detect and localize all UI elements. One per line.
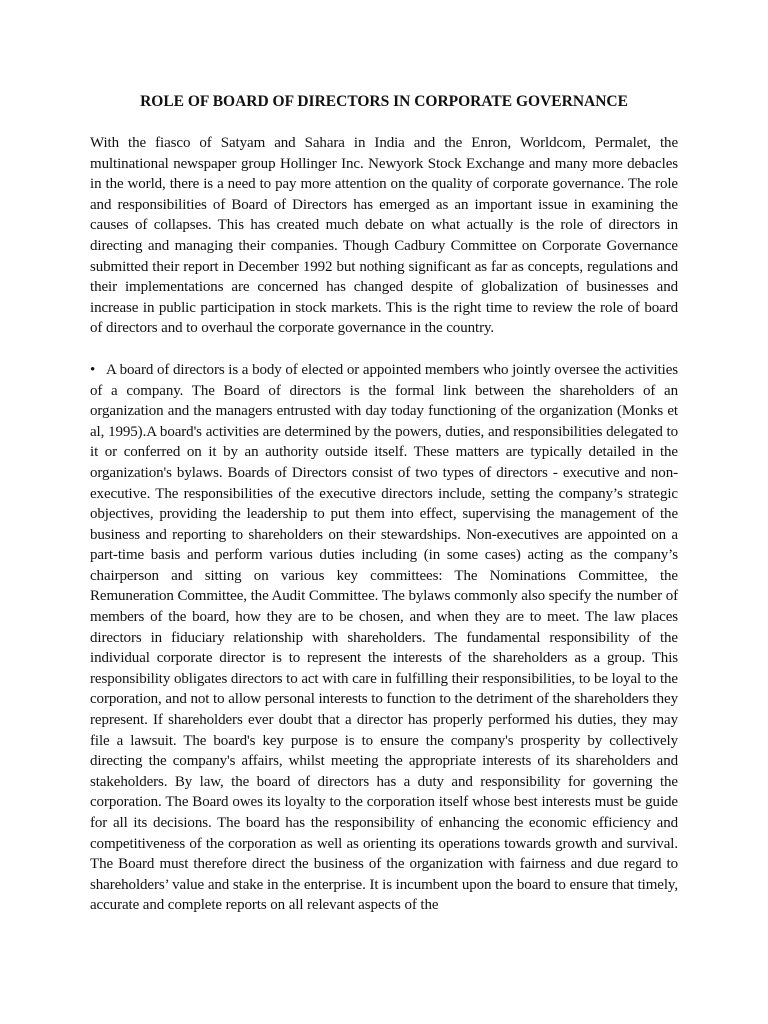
document-title: ROLE OF BOARD OF DIRECTORS IN CORPORATE GOVERNANCE xyxy=(140,93,628,110)
bullet-paragraph-text: A board of directors is a body of elected or appointed members who jointly oversee the activities of a company. The Board of directors is the formal link between the shareholders of an organization and the managers entrusted with day today functioning of the organization (Monks et al, 1995).A board's activities are determined by the powers, duties, and responsibilities delegated to it or conferred on it by an authority outside itself. These matters are typically detailed in the organization's bylaws. Boards of Directors consist of two types of directors - executive and non-executive. The responsibilities of the executive directors include, setting the company’s strategic objectives, providing the leadership to put them into effect, supervising the management of the business and reporting to shareholders on their stewardships. Non-executives are appointed on a part-time basis and perform various duties including (in some cases) acting as the company’s chairperson and sitting on various key committees: The Nominations Committee, the Remuneration Committee, the Audit Committee. The bylaws commonly also specify the number of members of the board, how they are to be chosen, and when they are to meet. The law places directors in fiduciary relationship with shareholders. The fundamental responsibility of the individual corporate director is to represent the interests of the shareholders as a group. This responsibility obligates directors to act with care in fulfilling their responsibilities, to be loyal to the corporation, and not to allow personal interests to function to the detriment of the shareholders they represent. If shareholders ever doubt that a director has properly performed his duties, they may file a lawsuit. The board's key purpose is to ensure the company's prosperity by collectively directing the company's affairs, whilst meeting the appropriate interests of its shareholders and stakeholders. By law, the board of directors has a duty and responsibility for governing the corporation. The Board owes its loyalty to the corporation itself whose best interests must be guide for all its decisions. The board has the responsibility of enhancing the economic efficiency and competitiveness of the corporation as well as orienting its operations towards growth and survival. The Board must therefore direct the business of the organization with fairness and due regard to shareholders’ value and stake in the enterprise. It is incumbent upon the board to ensure that timely, accurate and complete reports on all relevant aspects of the xyxy=(90,361,678,914)
bullet-icon: • xyxy=(90,361,96,378)
intro-paragraph: With the fiasco of Satyam and Sahara in India and the Enron, Worldcom, Permalet, the multinational newspaper group Hollinger Inc. Newyork Stock Exchange and many more debacles in the world, there is a need to pay more attention on the quality of corporate governance. The role and responsibilities of Board of Directors has emerged as an important issue in examining the causes of collapses. This has created much debate on what actually is the role of directors in directing and managing their companies. Though Cadbury Committee on Corporate Governance submitted their report in December 1992 but nothing significant as far as concepts, regulations and their implementations are concerned has changed despite of globalization of businesses and increase in public participation in stock markets. This is the right time to review the role of board of directors and to overhaul the corporate governance in the country. xyxy=(90,135,678,337)
bullet-paragraph xyxy=(90,360,678,916)
document-body xyxy=(90,92,678,916)
